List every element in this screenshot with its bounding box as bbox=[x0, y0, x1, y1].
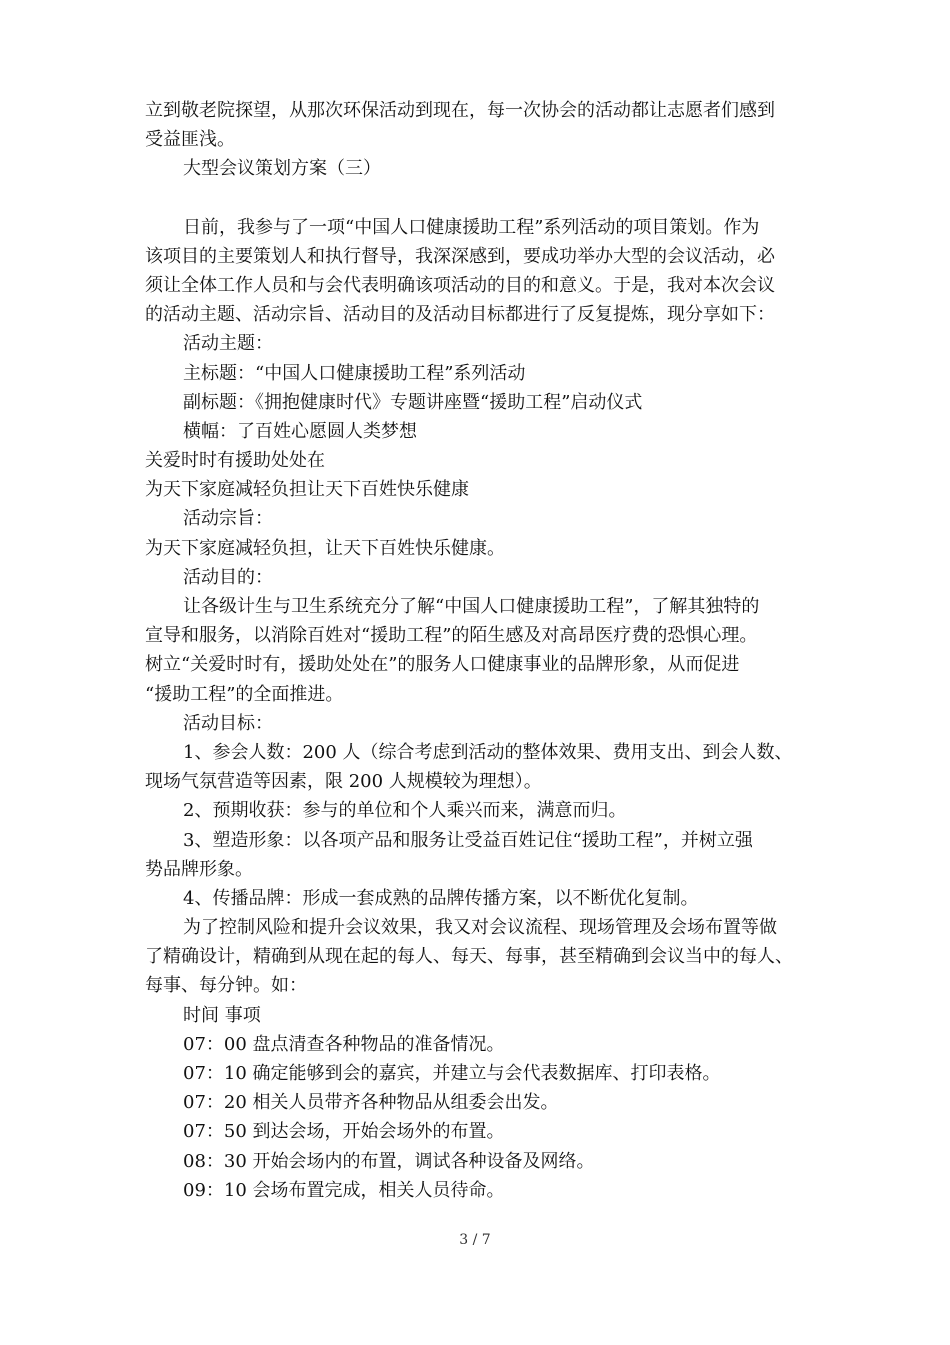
text-line: 势品牌形象。 bbox=[145, 858, 253, 880]
text-line: 现场气氛营造等因素，限 200 人规模较为理想）。 bbox=[145, 771, 542, 793]
text-line: 须让全体工作人员和与会代表明确该项活动的目的和意义。于是，我对本次会议 bbox=[145, 274, 775, 296]
blank-line bbox=[145, 184, 810, 213]
text-line: 副标题：《拥抱健康时代》专题讲座暨“援助工程”启动仪式 bbox=[183, 391, 643, 413]
list-item: 2、预期收获：参与的单位和个人乘兴而来，满意而归。 bbox=[183, 800, 627, 822]
text-line: 树立“关爱时时有，援助处处在”的服务人口健康事业的品牌形象，从而促进 bbox=[145, 654, 740, 676]
subheading-theme: 活动主题： bbox=[183, 333, 273, 355]
schedule-row: 09：10 会场布置完成，相关人员待命。 bbox=[183, 1179, 505, 1201]
subheading-goals: 活动目标： bbox=[183, 712, 273, 734]
text-line: 主标题：“中国人口健康援助工程”系列活动 bbox=[183, 362, 526, 384]
section-heading: 大型会议策划方案（三） bbox=[183, 158, 381, 180]
page-number: 3 / 7 bbox=[459, 1232, 491, 1248]
text-line: 为天下家庭减轻负担让天下百姓快乐健康 bbox=[145, 479, 469, 501]
subheading-aim: 活动目的： bbox=[183, 566, 273, 588]
text-line: 立到敬老院探望，从那次环保活动到现在，每一次协会的活动都让志愿者们感到 bbox=[145, 100, 775, 121]
text-line: 为天下家庭减轻负担，让天下百姓快乐健康。 bbox=[145, 537, 505, 559]
text-line: 的活动主题、活动宗旨、活动目的及活动目标都进行了反复提炼，现分享如下： bbox=[145, 304, 775, 326]
schedule-row: 07：20 相关人员带齐各种物品从组委会出发。 bbox=[183, 1092, 559, 1114]
text-line: 让各级计生与卫生系统充分了解“中国人口健康援助工程”，了解其独特的 bbox=[183, 596, 760, 617]
list-item: 3、塑造形象：以各项产品和服务让受益百姓记住“援助工程”，并树立强 bbox=[183, 829, 753, 851]
text-line: 每事、每分钟。如： bbox=[145, 975, 307, 997]
schedule-header: 时间 事项 bbox=[183, 1004, 261, 1026]
text-line: 了精确设计，精确到从现在起的每人、每天、每事，甚至精确到会议当中的每人、 bbox=[145, 946, 793, 968]
document-body bbox=[145, 96, 810, 1205]
subheading-purpose: 活动宗旨： bbox=[183, 508, 273, 530]
schedule-row: 07：00 盘点清查各种物品的准备情况。 bbox=[183, 1033, 505, 1055]
text-line: 日前，我参与了一项“中国人口健康援助工程”系列活动的项目策划。作为 bbox=[183, 216, 760, 238]
schedule-row: 07：50 到达会场，开始会场外的布置。 bbox=[183, 1121, 505, 1143]
text-line: 受益匪浅。 bbox=[145, 129, 235, 151]
list-item: 1、参会人数：200 人（综合考虑到活动的整体效果、费用支出、到会人数、 bbox=[183, 741, 793, 763]
list-item: 4、传播品牌：形成一套成熟的品牌传播方案，以不断优化复制。 bbox=[183, 887, 699, 909]
text-line: 为了控制风险和提升会议效果，我又对会议流程、现场管理及会场布置等做 bbox=[183, 917, 777, 939]
text-line: 宣导和服务，以消除百姓对“援助工程”的陌生感及对高昂医疗费的恐惧心理。 bbox=[145, 625, 758, 647]
schedule-row: 08：30 开始会场内的布置，调试各种设备及网络。 bbox=[183, 1150, 595, 1172]
text-line: “援助工程”的全面推进。 bbox=[145, 683, 344, 705]
text-line: 该项目的主要策划人和执行督导，我深深感到，要成功举办大型的会议活动，必 bbox=[145, 245, 775, 267]
schedule-row: 07：10 确定能够到会的嘉宾，并建立与会代表数据库、打印表格。 bbox=[183, 1063, 721, 1084]
text-line: 横幅：了百姓心愿圆人类梦想 bbox=[183, 420, 417, 442]
text-line: 关爱时时有援助处处在 bbox=[145, 450, 325, 472]
